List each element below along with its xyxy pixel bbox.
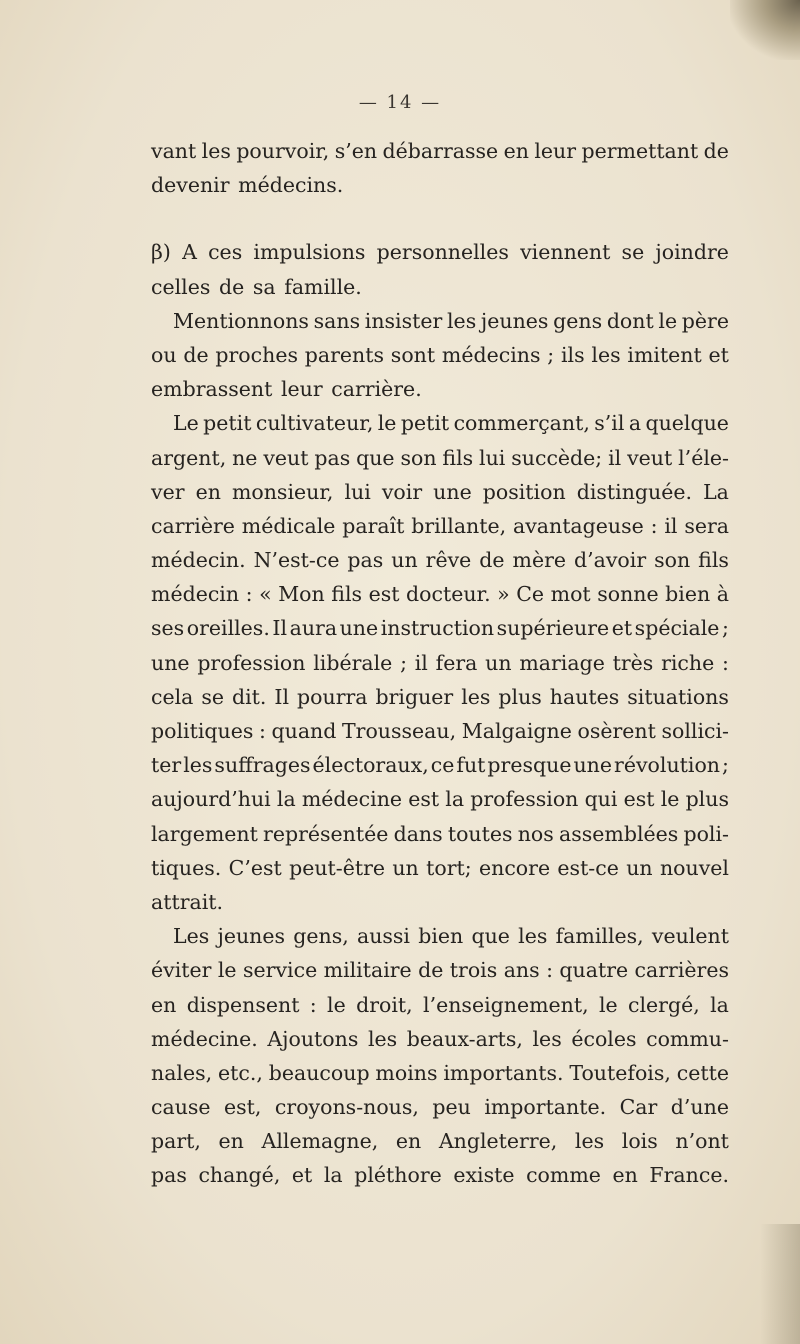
text-line: β) A ces impulsions personnelles viennent se joindre — [151, 240, 729, 265]
text-line: ses oreilles. Il aura une instruction supérieure et spéciale ; — [151, 616, 729, 641]
body-text — [151, 134, 729, 1193]
text-line: cela se dit. Il pourra briguer les plus hautes situations — [151, 684, 729, 709]
text-line: largement représentée dans toutes nos assemblées poli- — [151, 821, 729, 846]
text-line: attrait. — [151, 889, 224, 914]
text-line: médecin : « Mon fils est docteur. » Ce mot sonne bien à — [151, 582, 729, 607]
text-line: politiques : quand Trousseau, Malgaigne osèrent sollici- — [151, 719, 729, 743]
text-line: Les jeunes gens, aussi bien que les familles, veulent — [173, 924, 729, 949]
text-line: Mentionnons sans insister les jeunes gens dont le père — [173, 308, 729, 333]
text-line: ter les suffrages électoraux, ce fut presque une révolution ; — [151, 753, 729, 778]
text-line: pas changé, et la pléthore existe comme en France. — [151, 1163, 729, 1188]
text-line: ou de proches parents sont médecins ; ils les imitent et — [151, 342, 729, 367]
page-edge-shadow — [760, 1224, 800, 1344]
paragraph-gap — [151, 202, 729, 235]
text-line: en dispensent : le droit, l’enseignement, le clergé, la — [151, 992, 729, 1017]
text-line: aujourd’hui la médecine est la profession qui est le plus — [151, 787, 729, 812]
text-line: cause est, croyons-nous, peu importante. Car d’une — [151, 1095, 729, 1120]
text-line: nales, etc., beaucoup moins importants. Toutefois, cette — [151, 1060, 729, 1085]
text-line: une profession libérale ; il fera un mariage très riche : — [151, 650, 729, 675]
text-line: argent, ne veut pas que son fils lui succède; il veut l’éle- — [151, 445, 729, 470]
text-line: tiques. C’est peut-être un tort; encore est-ce un nouvel — [151, 855, 729, 880]
text-line: part, en Allemagne, en Angleterre, les lois n’ont — [151, 1129, 729, 1154]
text-line: médecine. Ajoutons les beaux-arts, les écoles commu- — [151, 1026, 729, 1051]
text-line: celles de sa famille. — [151, 274, 362, 299]
text-line: ver en monsieur, lui voir une position distinguée. La — [151, 479, 729, 504]
page-number: — 14 — — [358, 92, 442, 113]
text-line: devenir médecins. — [151, 173, 344, 198]
text-line: éviter le service militaire de trois ans : quatre carrières — [151, 958, 729, 983]
text-line: vant les pourvoir, s’en débarrasse en leur permettant de — [151, 139, 729, 163]
text-line: carrière médicale paraît brillante, avantageuse : il sera — [151, 513, 729, 538]
text-line: médecin. N’est-ce pas un rêve de mère d’avoir son fils — [151, 548, 729, 573]
page-corner-shadow — [730, 0, 800, 60]
text-line: embrassent leur carrière. — [151, 377, 422, 402]
text-line: Le petit cultivateur, le petit commerçant, s’il a quelque — [173, 411, 729, 436]
